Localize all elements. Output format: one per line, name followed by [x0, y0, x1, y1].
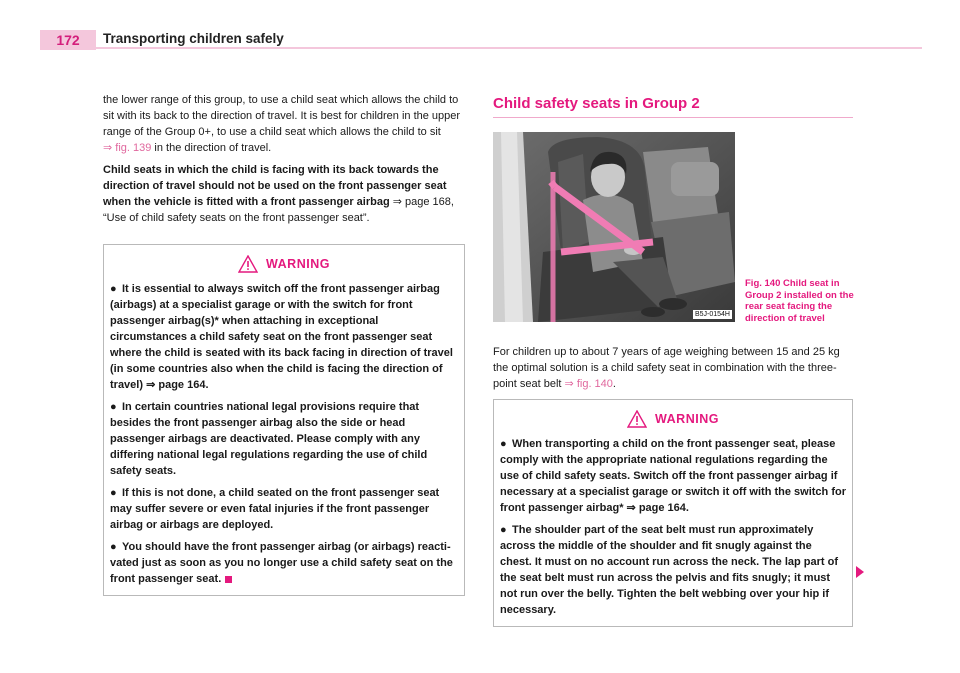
right-column	[493, 92, 853, 118]
warning-box-left	[103, 244, 465, 596]
page-164-link[interactable]: ⇒ page 164.	[623, 502, 689, 514]
warning-item	[110, 539, 458, 587]
warning-item-text: You should have the front passenger airbag (or airbags) reacti-vated just as soon as you no longer use a child safety seat on the front passenger seat.	[110, 541, 453, 585]
intro-paragraph	[103, 92, 465, 156]
bullet-icon: ●	[500, 524, 507, 536]
page-168-link[interactable]: ⇒ page 168,	[389, 196, 454, 208]
group2-text: For children up to about 7 years of age weighing between 15 and 25 kg the optimal solution is a child safety seat in combination with the three-point seat belt	[493, 346, 840, 390]
bullet-icon: ●	[500, 438, 507, 450]
warning-item	[500, 522, 846, 618]
page-header-title: Transporting children safely	[103, 31, 284, 46]
bullet-icon: ●	[110, 401, 117, 413]
warning-item	[110, 485, 458, 533]
next-page-arrow-icon[interactable]	[856, 566, 864, 578]
section-end-icon	[225, 576, 232, 583]
warning-item-text: If this is not done, a child seated on the front passenger seat may suffer severe or even fatal injuries if the front passenger airbag or airbags are deployed.	[110, 487, 440, 531]
rear-facing-bold: Child seats in which the child is facing with its back towards the direction of travel should not be used on the front passenger seat when the vehicle is fitted with a front passenger airbag	[103, 164, 447, 208]
fig-139-link[interactable]: ⇒ fig. 139	[103, 142, 152, 154]
section-rule	[493, 117, 853, 118]
warning-item-text: It is essential to always switch off the front passenger airbag (airbags) at a specialist garage or with the switch for front passenger airbag(s)* when attaching in exceptional circumstances a child safety seat on the front passenger seat where the child is seated with its back facing in direction of travel (in some countries also when the child is facing the direction of travel)	[110, 283, 453, 391]
warning-box-right	[493, 399, 853, 627]
page-164-link[interactable]: ⇒ page 164.	[143, 379, 209, 391]
fig-140-link[interactable]: ⇒ fig. 140	[561, 378, 613, 390]
bullet-icon: ●	[110, 283, 117, 295]
group2-tail: .	[612, 378, 616, 390]
figure-caption: Fig. 140 Child seat in Group 2 installed on the rear seat facing the direction of travel	[745, 278, 854, 324]
bullet-icon: ●	[110, 541, 117, 553]
warning-title: WARNING	[266, 257, 330, 271]
child-seat-illustration	[493, 132, 735, 322]
warning-item-text: In certain countries national legal provisions require that besides the front passenger airbag also the side or head passenger airbags are deactivated. Please comply with any differing national legal regulations regarding the use of child safety seats.	[110, 401, 428, 477]
warning-item	[110, 399, 458, 479]
intro-tail: in the direction of travel.	[151, 142, 272, 154]
warning-triangle-icon	[627, 410, 647, 428]
right-body	[493, 344, 853, 627]
group2-paragraph	[493, 344, 853, 392]
left-column	[103, 92, 465, 596]
warning-title: WARNING	[655, 412, 719, 426]
rear-facing-paragraph	[103, 162, 465, 226]
warning-header	[500, 410, 846, 428]
warning-triangle-icon	[238, 255, 258, 273]
warning-item	[500, 436, 846, 516]
warning-item-text: When transporting a child on the front passenger seat, please comply with the appropriate national regulations regarding the use of child safety seats. Switch off the front passenger airbag if necessary at a specialist garage or switch it off with the switch for front passenger airbag*	[500, 438, 846, 514]
figure-code: B5J-0154H	[694, 311, 730, 318]
warning-item-text: The shoulder part of the seat belt must run approximately across the middle of the shoulder and fit snugly against the chest. It must on no account run across the neck. The lap part of the seat belt must run across the pelvis and fits snugly; it must not run over the belly. Tighten the belt webbing over your hip if necessary.	[500, 524, 839, 616]
rear-facing-tail: “Use of child safety seats on the front passenger seat”.	[103, 212, 370, 224]
section-heading: Child safety seats in Group 2	[493, 95, 700, 112]
warning-header	[110, 255, 458, 273]
header-rule	[96, 47, 922, 49]
child-seat-photo	[493, 132, 735, 322]
page-number: 172	[40, 30, 96, 50]
bullet-icon: ●	[110, 487, 117, 499]
warning-item	[110, 281, 458, 393]
intro-text: the lower range of this group, to use a child seat which allows the child to sit with its back to the direction of travel. It is best for children in the upper range of the Group 0+, to use a child seat which allows the child to sit	[103, 94, 461, 138]
